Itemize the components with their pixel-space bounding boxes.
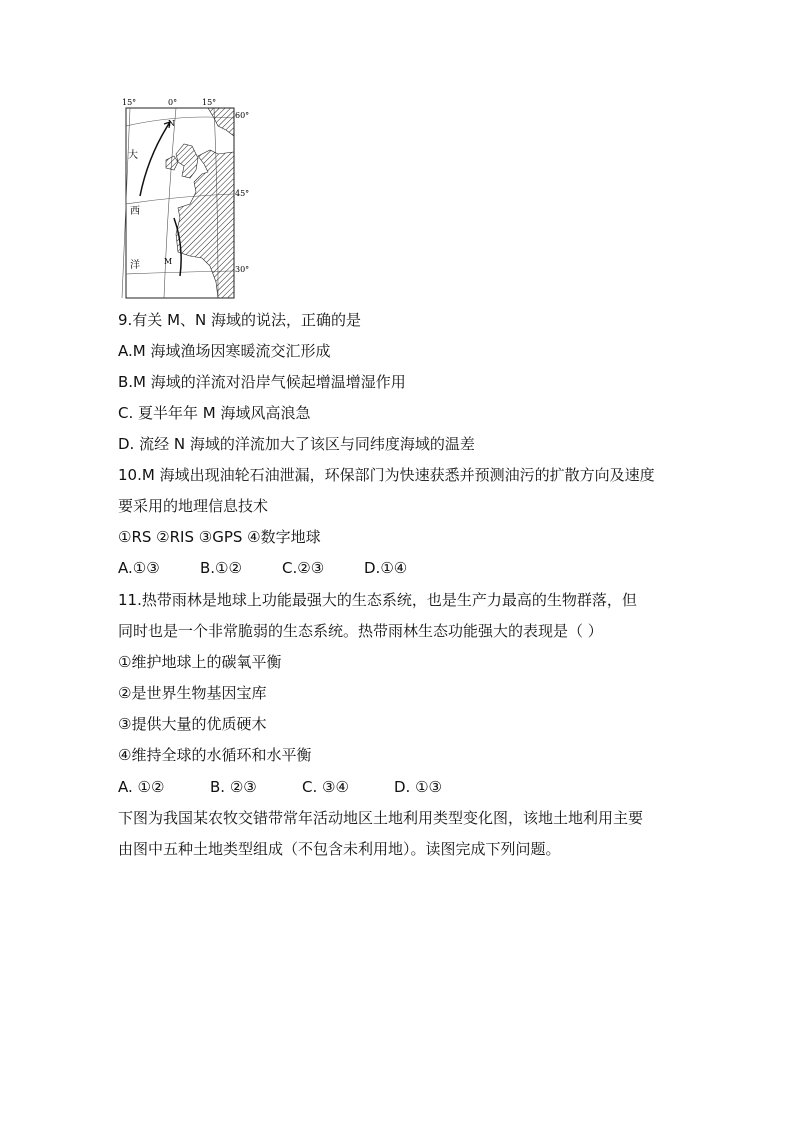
lat-label-45: 45° xyxy=(235,189,250,198)
intro-line1: 下图为我国某农牧交错带常年活动地区土地利用类型变化图，该地土地利用主要 xyxy=(118,809,644,827)
q11-item-1: ①维护地球上的碳氧平衡 xyxy=(118,653,282,671)
lat-label-60: 60° xyxy=(235,111,250,120)
atlantic-map xyxy=(118,96,250,300)
q9-option-a: A.M 海域渔场因寒暖流交汇形成 xyxy=(118,342,331,360)
q9-option-b: B.M 海域的洋流对沿岸气候起增温增湿作用 xyxy=(118,373,406,391)
ocean-label-yang: 洋 xyxy=(130,260,140,271)
q11-option-d: D. ①③ xyxy=(394,778,442,796)
q11-options xyxy=(118,777,442,797)
q11-item-4: ④维持全球的水循环和水平衡 xyxy=(118,746,312,764)
q10-option-c: C.②③ xyxy=(282,559,325,577)
q11-item-2: ②是世界生物基因宝库 xyxy=(118,684,267,702)
q10-options xyxy=(118,558,407,578)
lon-label-15w: 15° xyxy=(122,98,137,107)
q9-option-d: D. 流经 N 海域的洋流加大了该区与同纬度海域的温差 xyxy=(118,435,475,453)
lat-label-30: 30° xyxy=(235,265,250,274)
lon-label-15e: 15° xyxy=(202,98,217,107)
lon-label-0: 0° xyxy=(168,98,178,107)
q10-stem-line2: 要采用的地理信息技术 xyxy=(118,497,269,515)
q10-stem-line1: 10.M 海域出现油轮石油泄漏，环保部门为快速获悉并预测油污的扩散方向及速度 xyxy=(118,466,655,484)
q10-items: ①RS ②RIS ③GPS ④数字地球 xyxy=(118,528,321,546)
ocean-label-da: 大 xyxy=(128,150,138,161)
intro-line2: 由图中五种土地类型组成（不包含未利用地）。读图完成下列问题。 xyxy=(118,840,561,858)
q10-option-a: A.①③ xyxy=(118,559,160,577)
q11-stem-line2: 同时也是一个非常脆弱的生态系统。热带雨林生态功能强大的表现是（ ） xyxy=(118,622,603,640)
q11-option-c: C. ③④ xyxy=(302,778,349,796)
current-label-n: N xyxy=(168,119,175,128)
current-label-m: M xyxy=(164,257,173,266)
q10-option-b: B.①② xyxy=(200,559,242,577)
q11-item-3: ③提供大量的优质硬木 xyxy=(118,715,267,733)
q9-option-c: C. 夏半年年 M 海域风高浪急 xyxy=(118,404,311,422)
q11-option-b: B. ②③ xyxy=(210,778,257,796)
q10-option-d: D.①④ xyxy=(364,559,408,577)
q9-stem: 9.有关 M、N 海域的说法，正确的是 xyxy=(118,311,362,329)
q11-option-a: A. ①② xyxy=(118,778,165,796)
ocean-label-xi: 西 xyxy=(130,206,140,217)
q11-stem-line1: 11.热带雨林是地球上功能最强大的生态系统，也是生产力最高的生物群落，但 xyxy=(118,591,637,609)
